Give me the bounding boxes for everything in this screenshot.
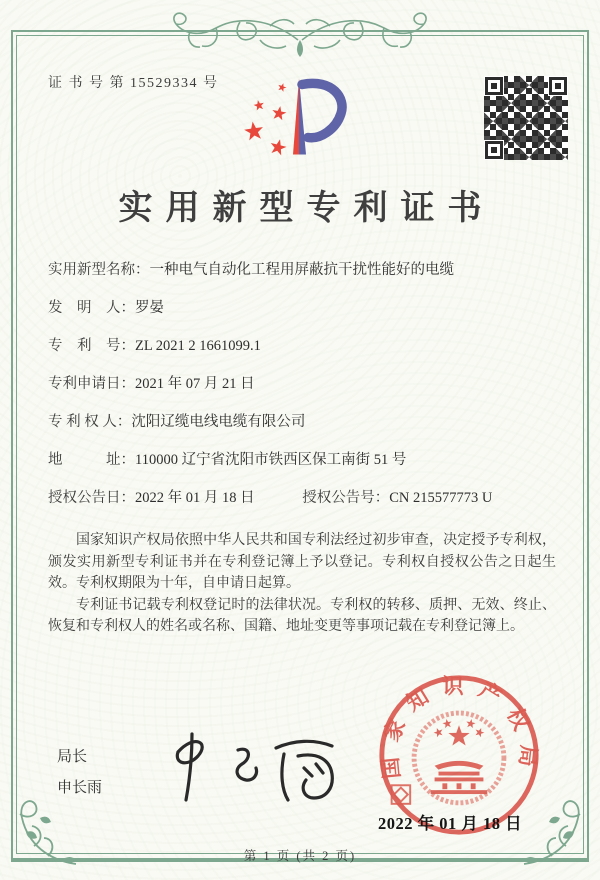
field-value: 沈阳辽缆电线电缆有限公司 xyxy=(131,414,306,430)
field-value: CN 215577773 U xyxy=(389,490,493,506)
field-list xyxy=(48,258,560,524)
director-signature-icon xyxy=(148,726,343,806)
legal-paragraph-2: 专利证书记载专利权登记时的法律状况。专利权的转移、质押、无效、终止、恢复和专利权人的姓名或名称、国籍、地址变更等事项记载在专利登记簿上。 xyxy=(48,597,556,634)
qr-finder-icon xyxy=(484,140,504,160)
seal-ring-text: 国家知识产权局 xyxy=(377,674,541,781)
field-label: 授权公告号： xyxy=(302,490,390,506)
floral-ornament-top-icon xyxy=(120,6,480,62)
legal-paragraph-1: 国家知识产权局依照中华人民共和国专利法经过初步审查，决定授予专利权，颁发实用新型专利证书并在专利登记簿上予以登记。专利权自授权公告之日起生效。专利权期限为十年，自申请日起算。 xyxy=(48,533,556,591)
field-utility-model-name xyxy=(48,258,560,280)
field-patentee xyxy=(48,410,560,432)
field-address xyxy=(48,448,560,470)
cnipa-logo-icon xyxy=(232,70,368,168)
field-grant-number xyxy=(302,490,492,506)
field-label: 专 利 权 人： xyxy=(48,414,132,430)
field-patent-number xyxy=(48,334,560,356)
field-label: 地 址： xyxy=(48,452,135,468)
field-label: 实用新型名称： xyxy=(48,262,150,278)
field-inventor xyxy=(48,296,560,318)
director-title: 局长 xyxy=(57,749,88,765)
field-label: 专利申请日： xyxy=(48,376,135,392)
qr-finder-icon xyxy=(548,76,568,96)
field-value: 2021 年 07 月 21 日 xyxy=(135,376,255,392)
certificate-title: 实用新型专利证书 xyxy=(118,190,495,227)
field-label: 授权公告日： xyxy=(48,490,135,506)
field-value: ZL 2021 2 1661099.1 xyxy=(135,338,261,354)
field-value: 罗晏 xyxy=(135,300,164,316)
field-value: 2022 年 01 月 18 日 xyxy=(135,490,255,506)
field-grant-date xyxy=(48,490,258,506)
field-grant-row xyxy=(48,486,560,508)
field-label: 专 利 号： xyxy=(48,338,135,354)
field-label: 发 明 人： xyxy=(48,300,135,316)
director-name: 申长雨 xyxy=(57,780,103,796)
qr-finder-icon xyxy=(484,76,504,96)
legal-text xyxy=(48,530,556,638)
field-value: 110000 辽宁省沈阳市铁西区保工南街 51 号 xyxy=(135,452,407,468)
director-block xyxy=(57,742,102,804)
page-indicator: 第 1 页 (共 2 页) xyxy=(243,849,357,863)
field-filing-date xyxy=(48,372,560,394)
certificate-number: 证 书 号 第 15529334 号 xyxy=(48,76,219,91)
field-value: 一种电气自动化工程用屏蔽抗干扰性能好的电缆 xyxy=(149,262,454,278)
grant-date-stamp: 2022 年 01 月 18 日 xyxy=(378,814,523,833)
qr-code-icon xyxy=(484,76,568,160)
